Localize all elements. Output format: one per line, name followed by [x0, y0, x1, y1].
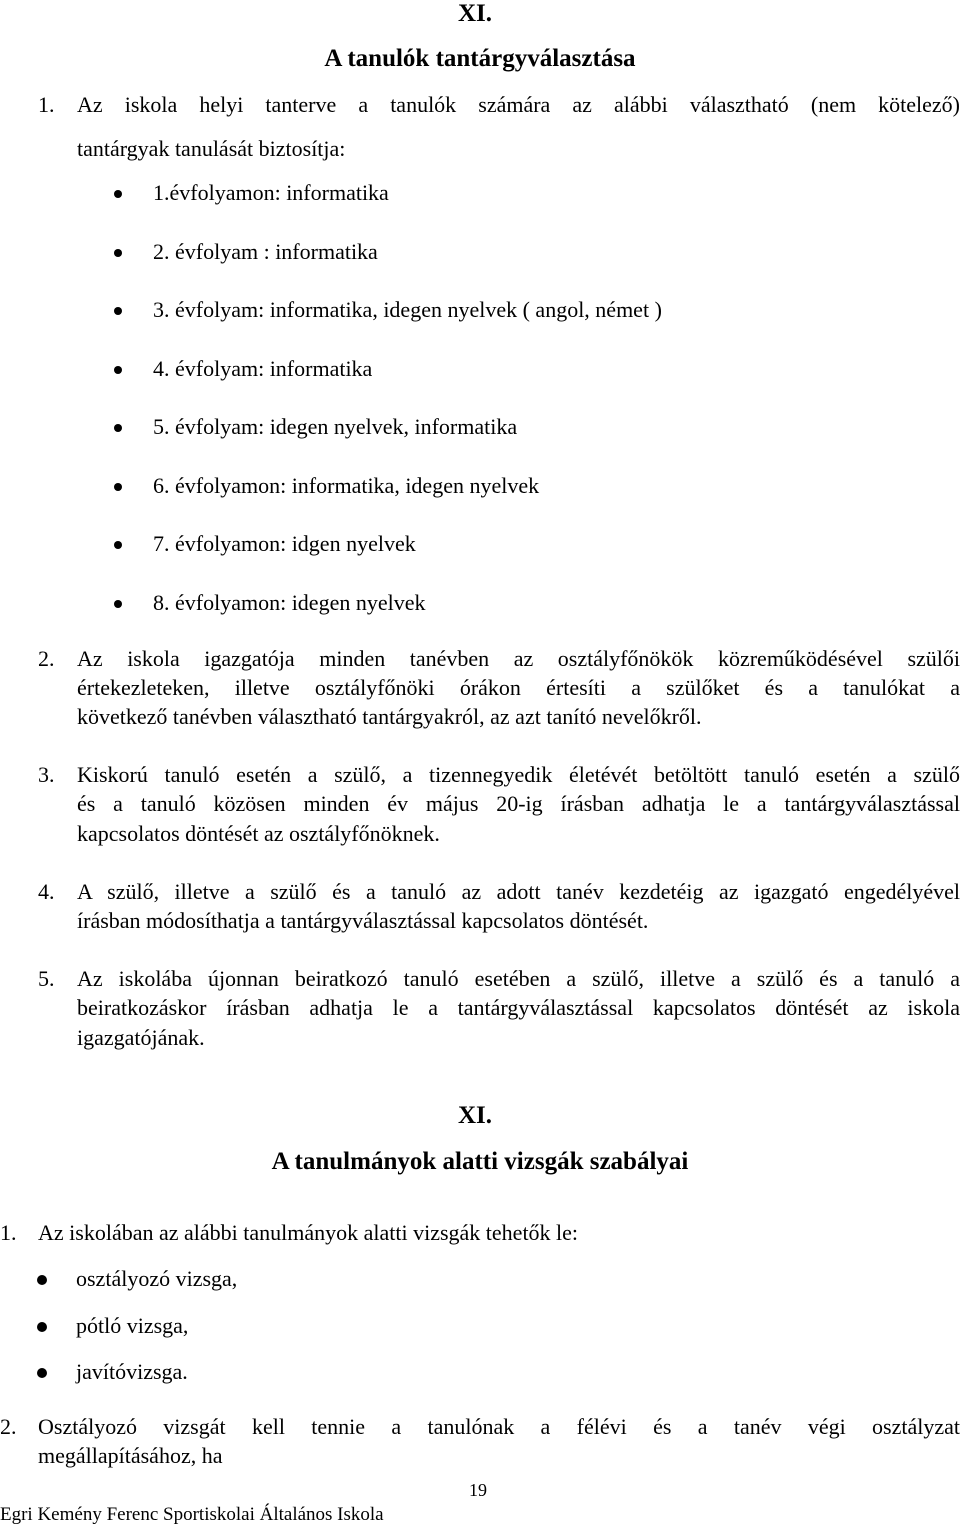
paragraph-line: írásban módosíthatja a tantárgyválasztással kapcsolatos döntését.: [77, 908, 649, 933]
paragraph-line: igazgatójának.: [77, 1025, 205, 1050]
list-item: 8. évfolyamon: idegen nyelvek: [153, 590, 426, 615]
list-item: javítóvizsga.: [76, 1359, 188, 1384]
item-number: 3.: [38, 762, 55, 787]
paragraph-line: Az iskola igazgatója minden tanévben az osztályfőnökök közreműködésével szülői: [77, 646, 960, 671]
list-item: 6. évfolyamon: informatika, idegen nyelvek: [153, 473, 540, 498]
bullet-dot: [114, 483, 122, 491]
paragraph-line: kapcsolatos döntését az osztályfőnöknek.: [77, 821, 440, 846]
list-item: 5. évfolyam: idegen nyelvek, informatika: [153, 414, 518, 439]
page-number: 19: [469, 1480, 487, 1500]
paragraph-line: értekezleteken, illetve osztályfőnöki órákon értesíti a szülőket és a tanulókat a: [77, 675, 960, 700]
item-number: 2.: [38, 646, 55, 671]
paragraph-line: Az iskola helyi tanterve a tanulók számára az alábbi választható (nem kötelező): [77, 92, 960, 117]
list-item: 4. évfolyam: informatika: [153, 356, 373, 381]
list-item: 7. évfolyamon: idgen nyelvek: [153, 531, 416, 556]
bullet-dot: [114, 249, 122, 257]
bullet-dot: [114, 307, 122, 315]
section-number: XI.: [458, 1102, 493, 1129]
list-item: osztályozó vizsga,: [76, 1266, 238, 1291]
paragraph-line: Az iskolába újonnan beiratkozó tanuló esetében a szülő, illetve a szülő és a tanuló a: [77, 966, 960, 991]
list-item: 1.évfolyamon: informatika: [153, 180, 389, 205]
list-item: pótló vizsga,: [76, 1313, 189, 1338]
paragraph-line: és a tanuló közösen minden év május 20-ig írásban adhatja le a tantárgyválasztással: [77, 791, 960, 816]
bullet-dot: [114, 190, 122, 198]
bullet-dot: [114, 366, 122, 374]
item-number: 4.: [38, 879, 55, 904]
section-title: A tanulmányok alatti vizsgák szabályai: [271, 1148, 689, 1175]
item-number: 1.: [38, 92, 55, 117]
item-number: 2.: [0, 1414, 17, 1439]
list-item: 3. évfolyam: informatika, idegen nyelvek ( angol, német ): [153, 297, 662, 322]
paragraph-line: tantárgyak tanulását biztosítja:: [77, 136, 346, 161]
section-number: XI.: [458, 0, 493, 27]
item-number: 5.: [38, 966, 55, 991]
paragraph-line: Az iskolában az alábbi tanulmányok alatti vizsgák tehetők le:: [38, 1220, 579, 1245]
paragraph-line: megállapításához, ha: [38, 1443, 223, 1468]
paragraph-line: Kiskorú tanuló esetén a szülő, a tizennegyedik életévét betöltött tanuló esetén a szülő: [77, 762, 960, 787]
footer-school-name: Egri Kemény Ferenc Sportiskolai Általános Iskola: [0, 1504, 384, 1525]
bullet-dot: [114, 541, 122, 549]
list-item: 2. évfolyam : informatika: [153, 239, 378, 264]
item-number: 1.: [0, 1220, 17, 1245]
bullet-dot: [114, 600, 122, 608]
bullet-dot: [37, 1322, 47, 1332]
section-title: A tanulók tantárgyválasztása: [324, 45, 636, 72]
bullet-dot: [114, 424, 122, 432]
paragraph-line: következő tanévben választható tantárgyakról, az azt tanító nevelőkről.: [77, 704, 702, 729]
paragraph-line: Osztályozó vizsgát kell tennie a tanulónak a félévi és a tanév végi osztályzat: [38, 1414, 960, 1439]
paragraph-line: A szülő, illetve a szülő és a tanuló az adott tanév kezdetéig az igazgató engedélyével: [77, 879, 960, 904]
bullet-dot: [37, 1368, 47, 1378]
paragraph-line: beiratkozáskor írásban adhatja le a tantárgyválasztással kapcsolatos döntését az iskola: [77, 995, 960, 1020]
bullet-dot: [37, 1275, 47, 1285]
